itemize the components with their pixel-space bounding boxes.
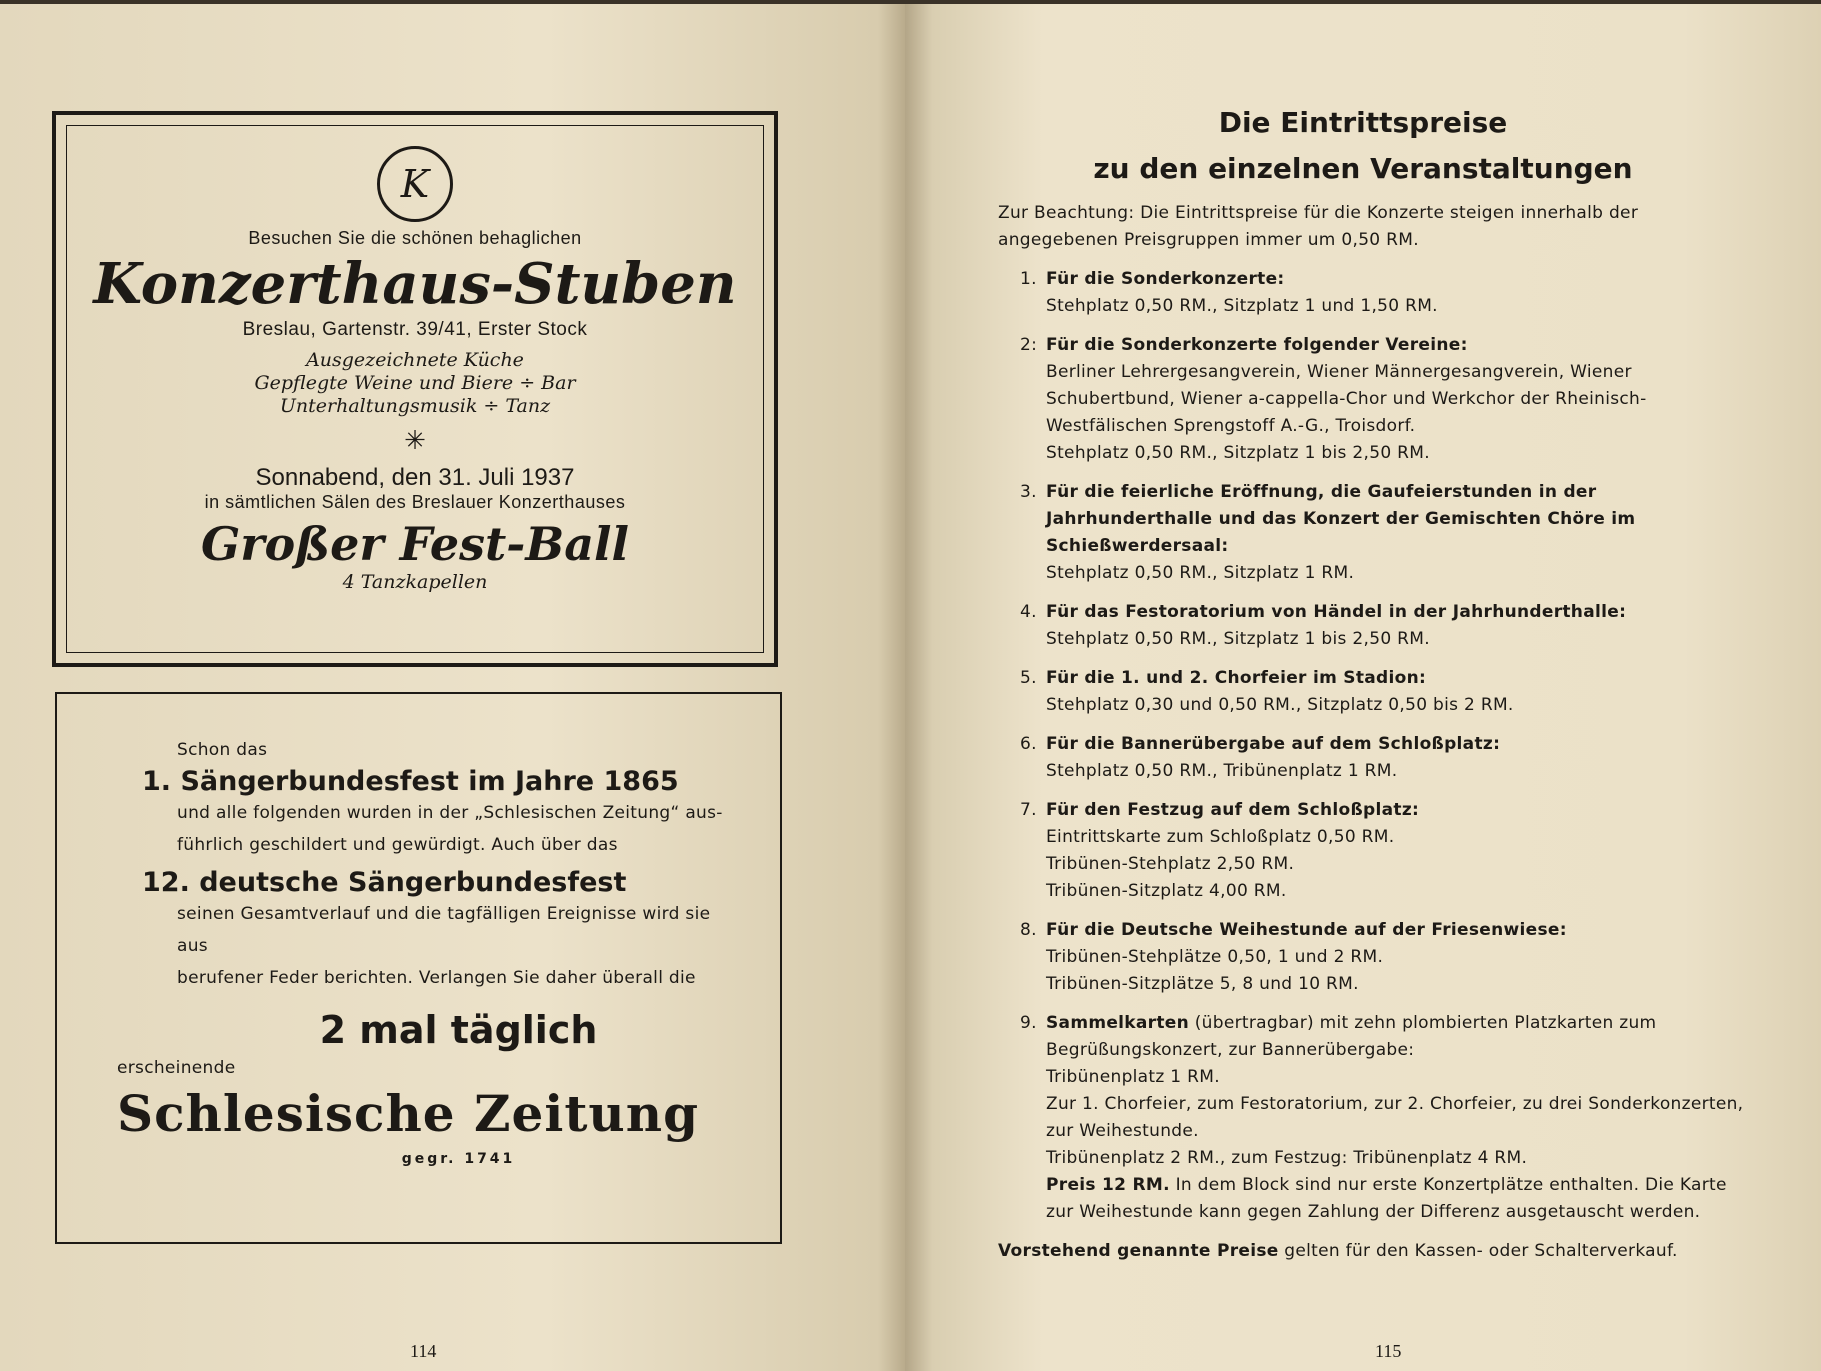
item-line: Stehplatz 0,50 RM., Tribünenplatz 1 RM. [1046,761,1398,781]
price-item [1020,266,1748,320]
ad-event: Großer Fest-Ball [201,517,629,571]
ad-location: in sämtlichen Sälen des Breslauer Konzerthauses [204,492,626,512]
item-number: 5. [1020,668,1037,688]
item-price: Preis 12 RM. In dem Block sind nur erste Konzertplätze enthalten. Die Karte zur Weihestunde kann gegen Zahlung der Differenz ausgetauscht werden. [1046,1175,1727,1222]
item-number: 7. [1020,800,1037,820]
footer-bold: Vorstehend genannte Preise [998,1241,1279,1261]
item-heading: Für die 1. und 2. Chorfeier im Stadion: [1046,668,1427,688]
konzerthaus-advertisement [52,111,778,667]
price-item [1020,599,1748,653]
price-item [1020,479,1748,587]
ad-feature: Gepflegte Weine und Biere ÷ Bar [254,372,576,394]
ad-bands: 4 Tanzkapellen [342,571,488,593]
ad2-text: erscheinende [117,1058,236,1078]
item-heading: Für die Sonderkonzerte folgender Vereine: [1046,335,1468,355]
ad2-text: seinen Gesamtverlauf und die tagfälligen Ereignisse wird sie aus [177,904,711,956]
title-line: zu den einzelnen Veranstaltungen [1093,152,1633,185]
schlesische-zeitung-advertisement [55,692,782,1244]
item-number: 9. [1020,1013,1037,1033]
footer-text: gelten für den Kassen- oder Schalterverkauf. [1278,1241,1678,1261]
price-item [1020,332,1748,467]
item-number: 2: [1020,335,1038,355]
item-line: Berliner Lehrergesangverein, Wiener Männergesangverein, Wiener Schubertbund, Wiener a-cappella-Chor und Werkchor der Rheinisch-Westfälischen Sprengstoff A.-G., Troisdorf. [1046,362,1647,436]
ad2-heading: 12. deutsche Sängerbundesfest [142,867,627,898]
page-number: 114 [410,1341,437,1361]
item-line: Stehplatz 0,50 RM., Sitzplatz 1 bis 2,50 RM. [1046,443,1430,463]
ad-intro: Besuchen Sie die schönen behaglichen [248,228,582,248]
item-heading: Für das Festoratorium von Händel in der Jahrhunderthalle: [1046,602,1627,622]
star-icon: ✳ [404,426,426,456]
item-line: Tribünenplatz 2 RM., zum Festzug: Tribünenplatz 4 RM. [1046,1148,1528,1168]
item-line: Tribünen-Sitzplätze 5, 8 und 10 RM. [1046,974,1359,994]
item-line: Tribünen-Sitzplatz 4,00 RM. [1046,881,1287,901]
item-number: 8. [1020,920,1037,940]
item-line: Stehplatz 0,50 RM., Sitzplatz 1 und 1,50 RM. [1046,296,1438,316]
item-line: Tribünenplatz 1 RM. [1046,1067,1220,1087]
note: Zur Beachtung: Die Eintrittspreise für die Konzerte steigen innerhalb der angegebenen Preisgruppen immer um 0,50 RM. [998,203,1639,250]
item-heading: Für die Bannerübergabe auf dem Schloßplatz: [1046,734,1501,754]
price-item [1020,797,1748,905]
konzerthaus-logo-icon: K [377,146,453,222]
price-list [998,200,1748,1265]
ad2-heading: 2 mal täglich [319,1008,598,1052]
ad-address: Breslau, Gartenstr. 39/41, Erster Stock [242,319,588,340]
ad2-text: und alle folgenden wurden in der „Schlesischen Zeitung“ aus- [177,803,723,823]
item-line: Eintrittskarte zum Schloßplatz 0,50 RM. [1046,827,1395,847]
item-line: Stehplatz 0,50 RM., Sitzplatz 1 bis 2,50 RM. [1046,629,1430,649]
item-heading: Sammelkarten (übertragbar) mit zehn plombierten Platzkarten zum Begrüßungskonzert, zur Bannerübergabe: [1046,1013,1657,1060]
price-item [1020,1010,1748,1226]
item-line: Stehplatz 0,50 RM., Sitzplatz 1 RM. [1046,563,1355,583]
item-number: 3. [1020,482,1037,502]
ad-feature: Unterhaltungsmusik ÷ Tanz [279,395,551,417]
page-number: 115 [1375,1341,1402,1361]
ad2-heading: 1. Sängerbundesfest im Jahre 1865 [142,766,679,797]
ad-feature: Ausgezeichnete Küche [306,349,524,371]
item-line: Stehplatz 0,30 und 0,50 RM., Sitzplatz 0,50 bis 2 RM. [1046,695,1514,715]
ad-name: Konzerthaus-Stuben [93,251,737,317]
ad2-text: Schon das [177,740,268,760]
item-number: 6. [1020,734,1037,754]
newspaper-logo: Schlesische Zeitung [117,1084,700,1143]
title-line: Die Eintrittspreise [1218,106,1508,139]
price-item [1020,665,1748,719]
ad-date: Sonnabend, den 31. Juli 1937 [255,464,575,491]
item-heading: Für den Festzug auf dem Schloßplatz: [1046,800,1420,820]
footer-note [998,1238,1748,1265]
item-line: Tribünen-Stehplatz 2,50 RM. [1046,854,1295,874]
price-item [1020,917,1748,998]
ad2-founded: gegr. 1741 [401,1151,516,1167]
ad2-text: führlich geschildert und gewürdigt. Auch über das [177,835,618,855]
item-line: Zur 1. Chorfeier, zum Festoratorium, zur 2. Chorfeier, zu drei Sonderkonzerten, zur Weihestunde. [1046,1094,1744,1141]
item-line: Tribünen-Stehplätze 0,50, 1 und 2 RM. [1046,947,1384,967]
ad2-text: berufener Feder berichten. Verlangen Sie daher überall die [177,968,696,988]
item-heading: Für die Deutsche Weihestunde auf der Friesenwiese: [1046,920,1567,940]
left-page [0,4,905,1371]
page-title [905,100,1821,192]
price-item [1020,731,1748,785]
item-number: 1. [1020,269,1037,289]
item-heading: Für die Sonderkonzerte: [1046,269,1285,289]
item-number: 4. [1020,602,1037,622]
item-heading: Für die feierliche Eröffnung, die Gaufeierstunden in der Jahrhunderthalle und das Konzert der Gemischten Chöre im Schießwerdersaal: [1046,482,1636,556]
